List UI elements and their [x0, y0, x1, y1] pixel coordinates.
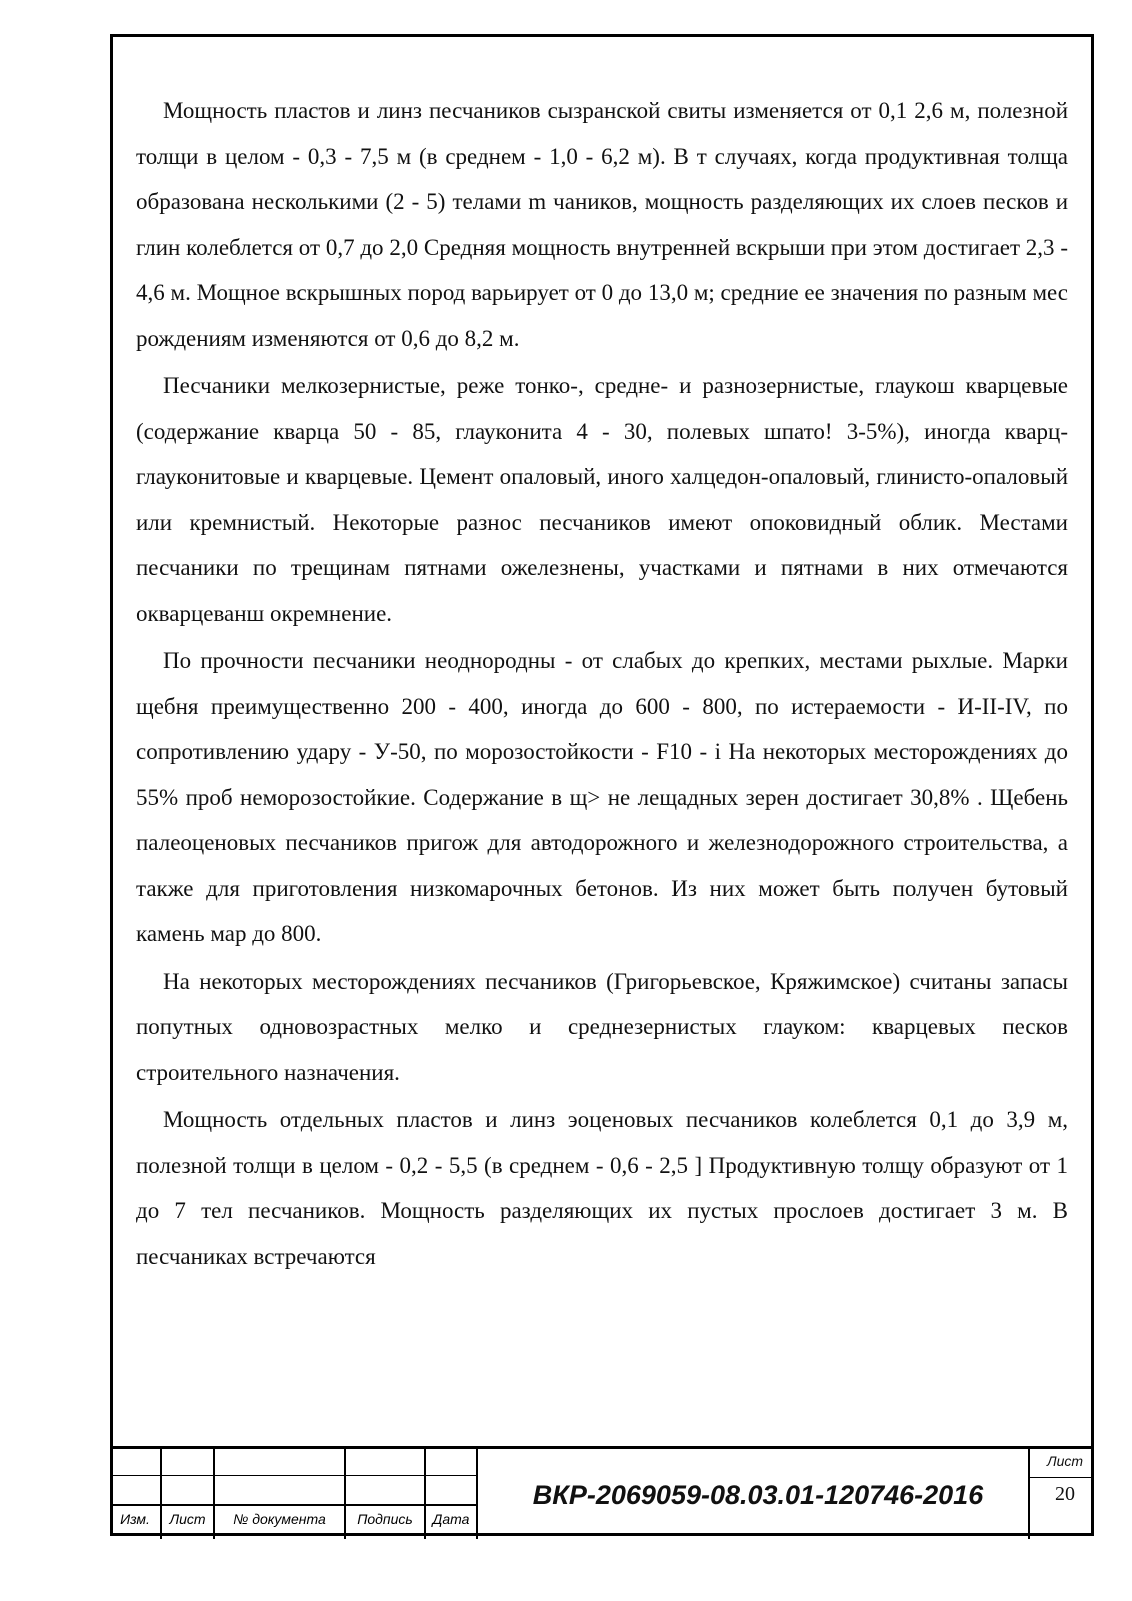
stamp-col-sign: Подпись — [357, 1511, 413, 1527]
sheet-number: 20 — [1055, 1483, 1075, 1505]
paragraph-3: По прочности песчаники неоднородны - от слабых до крепких, местами рыхлые. Марки щебня преимущественно 200 - 400, иногда до 600 - 800, по истераемости - И-II-IV, по сопротивлению удару - У-50, по морозостойкости - F10 - i На некоторых месторождениях до 55% проб неморозостойкие. Содержание в щ> не лещадных зерен достигает 30,8% . Щебень палеоценовых песчаников пригож для автодорожного и железнодорожного строительства, а также для приготовления низкомарочных бетонов. Из них может быть получен бутовый камень мар до 800. — [136, 648, 1068, 946]
paragraph-5: Мощность отдельных пластов и линз эоценовых песчаников колеблется 0,1 до 3,9 м, полезной толщи в целом - 0,2 - 5,5 (в среднем - 0,6 - 2,5 ] Продуктивную толщу образуют от 1 до 7 тел песчаников. Мощность разделяющих их пустых прослоев достигает 3 м. В песчаниках встречаются — [136, 1107, 1068, 1269]
title-block — [110, 1446, 1094, 1536]
paragraph-2: Песчаники мелкозернистые, реже тонко-, средне- и разнозернистые, глаукош кварцевые (содержание кварца 50 - 85, глауконита 4 - 30, полевых шпато! 3-5%), иногда кварц-глауконитовые и кварцевые. Цемент опаловый, иного халцедон-опаловый, глинисто-опаловый или кремнистый. Некоторые разнос песчаников имеют опоковидный облик. Местами песчаники по трещинам пятнами ожелезнены, участками и пятнами в них отмечаются окварцеванш окремнение. — [136, 373, 1068, 626]
sheet-label: Лист — [1046, 1453, 1084, 1469]
document-body — [136, 88, 1068, 1281]
stamp-row-line — [1028, 1477, 1094, 1478]
stamp-col-doc: № документа — [233, 1511, 326, 1527]
stamp-col-list: Лист — [169, 1511, 206, 1527]
paragraph-1: Мощность пластов и линз песчаников сызранской свиты изменяется от 0,1 2,6 м, полезной толщи в целом - 0,3 - 7,5 м (в среднем - 1,0 - 6,2 м). В т случаях, когда продуктивная толща образована несколькими (2 - 5) телами m чаников, мощность разделяющих их слоев песков и глин колеблется от 0,7 до 2,0 Средняя мощность внутренней вскрыши при этом достигает 2,3 - 4,6 м. Мощное вскрышных пород варьирует от 0 до 13,0 м; средние ее значения по разным мес рождениям изменяются от 0,6 до 8,2 м. — [136, 98, 1068, 351]
stamp-col-line — [1028, 1449, 1030, 1539]
stamp-col-line — [476, 1449, 478, 1539]
stamp-col-date: Дата — [432, 1511, 470, 1527]
stamp-row-line — [110, 1475, 478, 1476]
document-code: ВКР-2069059-08.03.01-120746-2016 — [532, 1479, 984, 1510]
paragraph-4: На некоторых месторождениях песчаников (Григорьевское, Кряжимское) считаны запасы попутных одновозрастных мелко и среднезернистых глауком: кварцевых песков строительного назначения. — [136, 968, 1068, 1085]
stamp-col-izm: Изм. — [120, 1511, 150, 1527]
stamp-row-line — [110, 1504, 478, 1506]
